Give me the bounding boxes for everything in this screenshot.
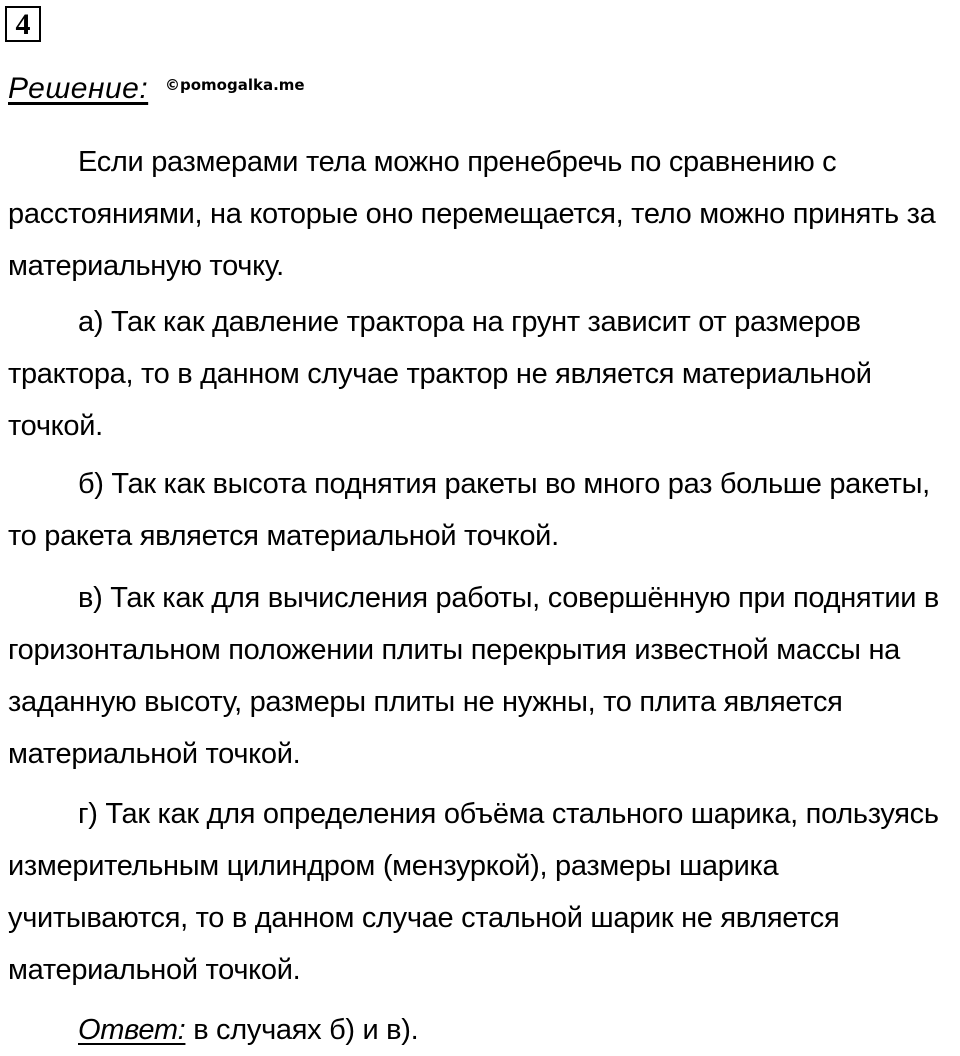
solution-label: Решение: [8, 72, 149, 105]
paragraph-c: в) Так как для вычисления работы, совершённую при поднятии в горизонтальном положении плиты перекрытия известной массы на заданную высоту, размеры плиты не нужны, то плита является материальной точкой. [8, 582, 939, 770]
watermark: ©pomogalka.me [165, 76, 305, 94]
answer-label: Ответ: [78, 1014, 186, 1046]
answer-line [8, 1004, 953, 1056]
paragraph-intro: Если размерами тела можно пренебречь по сравнению с расстояниями, на которые оно перемещается, тело можно принять за материальную точку. [8, 146, 936, 282]
answer-text: в случаях б) и в). [185, 1014, 419, 1046]
task-number-box: 4 [5, 6, 41, 42]
solution-heading [8, 72, 148, 106]
paragraph-b: б) Так как высота поднятия ракеты во много раз больше ракеты, то ракета является материальной точкой. [8, 468, 930, 552]
paragraph-a: а) Так как давление трактора на грунт зависит от размеров трактора, то в данном случае трактор не является материальной точкой. [8, 306, 872, 442]
paragraph-d: г) Так как для определения объёма стального шарика, пользуясь измерительным цилиндром (мензуркой), размеры шарика учитываются, то в данном случае стальной шарик не является материальной точкой. [8, 798, 939, 986]
